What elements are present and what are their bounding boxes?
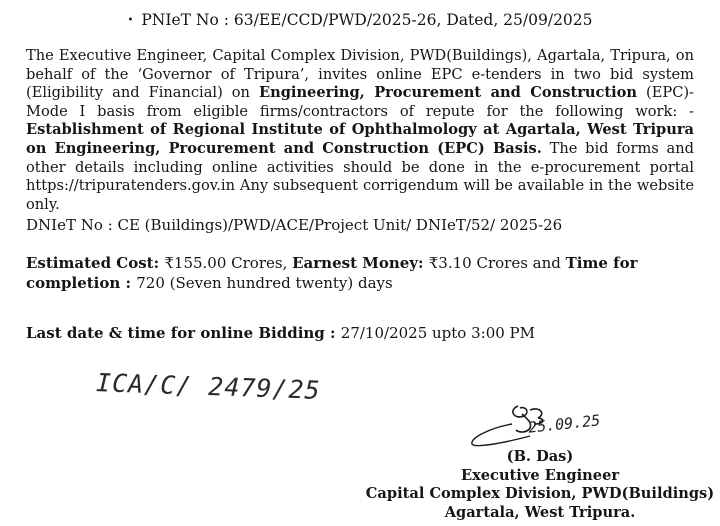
last-date-line bbox=[26, 323, 535, 343]
pniet-number: PNIeT No : 63/EE/CCD/PWD/2025-26, Dated, 25/09/2025 bbox=[141, 11, 593, 29]
signer-block bbox=[330, 448, 720, 522]
body-part-3: The bid forms and other details including online activities should be done in the e-procurement portal https://tripuratenders.gov.in Any subsequent corrigendum will be available in the website only. bbox=[26, 139, 694, 213]
body-part-2: (EPC)-Mode I basis from eligible firms/contractors of repute for the following work: - bbox=[26, 84, 694, 120]
body-bold-1: Engineering, Procurement and Construction bbox=[258, 84, 638, 102]
signer-name: (B. Das) bbox=[506, 448, 574, 465]
completion-time-value: 720 (Seven hundred twenty) days bbox=[136, 274, 393, 292]
tender-body-paragraph bbox=[26, 47, 694, 214]
body-part-1: The Executive Engineer, Capital Complex Division, PWD(Buildings), Agartala, Tripura, on behalf of the ‘Governor of Tripura’, invites online EPC e-tenders in two bid system (Eligibility and Financial) on bbox=[26, 47, 694, 102]
signer-division: Capital Complex Division, PWD(Buildings) bbox=[365, 485, 715, 502]
signer-designation: Executive Engineer bbox=[460, 466, 620, 484]
earnest-money-value: ₹3.10 Crores and bbox=[428, 254, 566, 272]
header-bullet: • bbox=[127, 15, 134, 26]
last-date-label: Last date & time for online Bidding : bbox=[26, 324, 341, 342]
signer-location: Agartala, West Tripura. bbox=[444, 503, 636, 521]
dniet-number: DNIeT No : CE (Buildings)/PWD/ACE/Project Unit/ DNIeT/52/ 2025-26 bbox=[26, 216, 563, 234]
last-date-value: 27/10/2025 upto 3:00 PM bbox=[340, 324, 535, 342]
cost-details bbox=[26, 253, 694, 293]
notice-header bbox=[0, 10, 720, 33]
signature-date: 25.09.25 bbox=[527, 411, 601, 437]
handwritten-reference: ICA/C/ 2479/25 bbox=[95, 368, 322, 405]
completion-time-label: Time for completion : bbox=[26, 254, 638, 292]
earnest-money-label: Earnest Money: bbox=[292, 254, 429, 272]
estimated-cost-label: Estimated Cost: bbox=[26, 254, 165, 272]
estimated-cost-value: ₹155.00 Crores, bbox=[164, 254, 293, 272]
work-name: Establishment of Regional Institute of Ophthalmology at Agartala, West Tripura on Engineering, Procurement and Construction (EPC) Basis. bbox=[26, 121, 694, 157]
